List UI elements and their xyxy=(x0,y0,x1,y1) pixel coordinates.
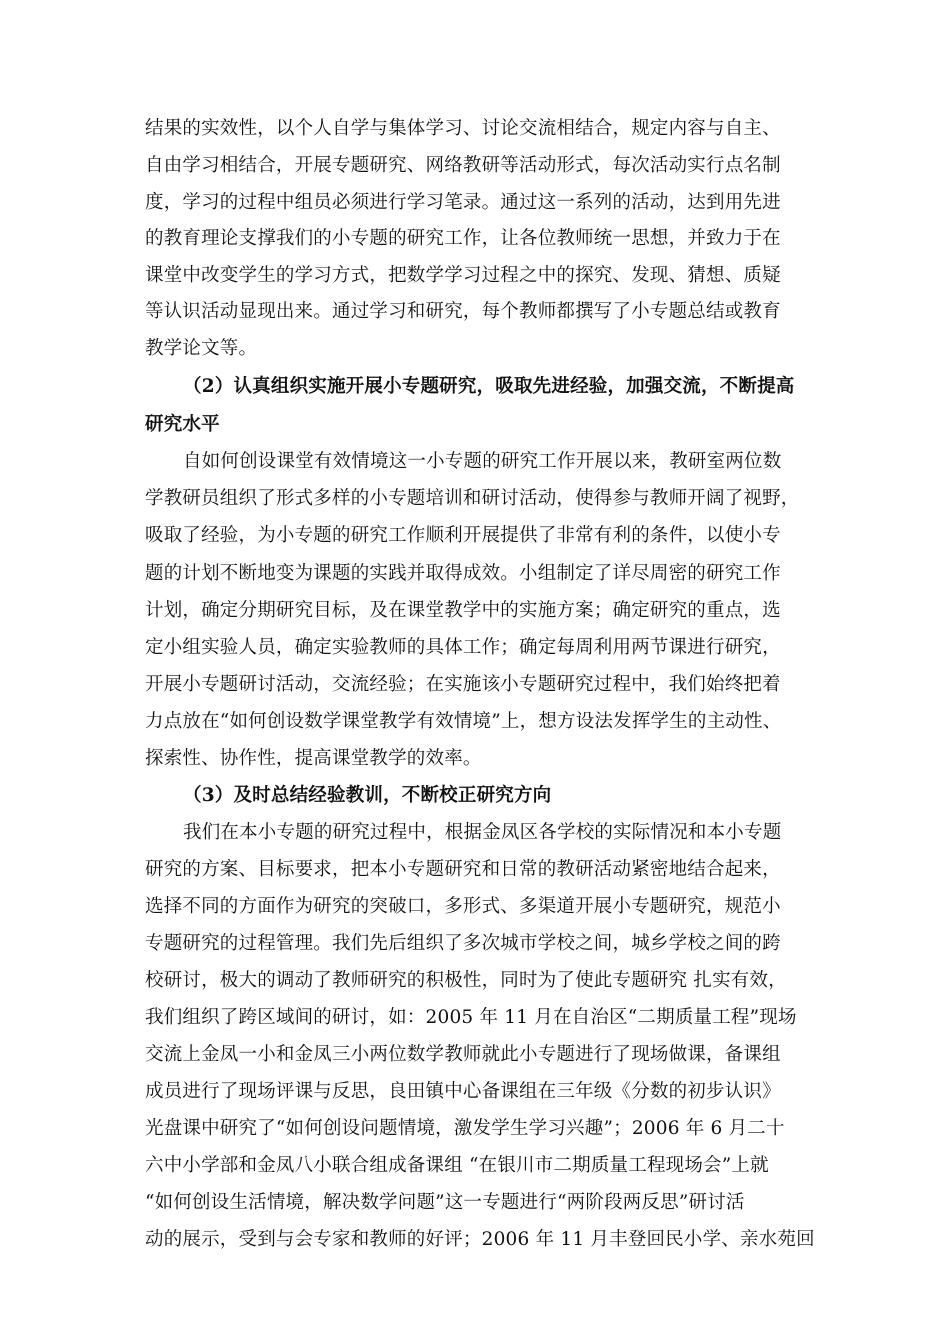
text-line: 定小组实验人员，确定实验教师的具体工作；确定每周利用两节课进行研究， xyxy=(145,637,781,658)
text-line: 我们组织了跨区域间的研讨，如：2005 年 11 月在自治区“二期质量工程”现场 xyxy=(145,1007,797,1028)
text-line: 光盘课中研究了“如何创设问题情境，激发学生学习兴趣”；2006 年 6 月二十 xyxy=(145,1118,785,1139)
text-line: 交流上金凤一小和金凤三小两位数学教师就此小专题进行了现场做课，备课组 xyxy=(145,1044,781,1065)
text-line: 专题研究的过程管理。我们先后组织了多次城市学校之间，城乡学校之间的跨 xyxy=(145,933,781,954)
section-heading-3: （3）及时总结经验教训，不断校正研究方向 xyxy=(183,785,552,806)
text-line: 题的计划不断地变为课题的实践并取得成效。小组制定了详尽周密的研究工作 xyxy=(145,563,781,584)
text-line: 力点放在“如何创设数学课堂教学有效情境”上，想方设法发挥学生的主动性、 xyxy=(145,711,782,732)
text-line: 吸取了经验，为小专题的研究工作顺利开展提供了非常有利的条件，以使小专 xyxy=(145,525,781,546)
section-heading-2-cont: 研究水平 xyxy=(145,414,220,435)
text-line: 研究的方案、目标要求，把本小专题研究和日常的教研活动紧密地结合起来， xyxy=(145,859,781,880)
text-line: 探索性、协作性，提高课堂教学的效率。 xyxy=(145,748,482,769)
text-line: 选择不同的方面作为研究的突破口，多形式、多渠道开展小专题研究，规范小 xyxy=(145,896,781,917)
text-line: 课堂中改变学生的学习方式，把数学学习过程之中的探究、发现、猜想、质疑 xyxy=(145,265,781,286)
text-line: 自由学习相结合，开展专题研究、网络教研等活动形式，每次活动实行点名制 xyxy=(145,155,781,176)
text-line: 成员进行了现场评课与反思，良田镇中心备课组在三年级《分数的初步认识》 xyxy=(145,1081,781,1102)
text-line: 计划，确定分期研究目标，及在课堂教学中的实施方案；确定研究的重点，选 xyxy=(145,600,781,621)
text-line: 结果的实效性，以个人自学与集体学习、讨论交流相结合，规定内容与自主、 xyxy=(145,118,781,139)
text-line: “如何创设生活情境，解决数学问题”这一专题进行“两阶段两反思”研讨活 xyxy=(145,1192,745,1213)
text-line: 校研讨，极大的调动了教师研究的积极性，同时为了使此专题研究 扎实有效， xyxy=(145,970,787,991)
paragraph-first-line: 我们在本小专题的研究过程中，根据金凤区各学校的实际情况和本小专题 xyxy=(183,822,782,843)
text-line: 学教研员组织了形式多样的小专题培训和研讨活动，使得参与教师开阔了视野， xyxy=(145,488,800,509)
text-line: 开展小专题研讨活动，交流经验；在实施该小专题研究过程中，我们始终把着 xyxy=(145,674,781,695)
text-line: 度，学习的过程中组员必须进行学习笔录。通过这一系列的活动，达到用先进 xyxy=(145,192,781,213)
paragraph-first-line: 自如何创设课堂有效情境这一小专题的研究工作开展以来，教研室两位数 xyxy=(183,451,782,472)
text-line: 动的展示，受到与会专家和教师的好评；2006 年 11 月丰登回民小学、亲水苑回 xyxy=(145,1229,815,1250)
text-line: 的教育理论支撑我们的小专题的研究工作，让各位教师统一思想，并致力于在 xyxy=(145,228,781,249)
text-line: 等认识活动显现出来。通过学习和研究，每个教师都撰写了小专题总结或教育 xyxy=(145,301,781,322)
text-line: 教学论文等。 xyxy=(145,338,258,359)
section-heading-2: （2）认真组织实施开展小专题研究，吸取先进经验，加强交流，不断提高 xyxy=(183,376,795,397)
text-line: 六中小学部和金凤八小联合组成备课组 “在银川市二期质量工程现场会”上就 xyxy=(145,1155,769,1176)
